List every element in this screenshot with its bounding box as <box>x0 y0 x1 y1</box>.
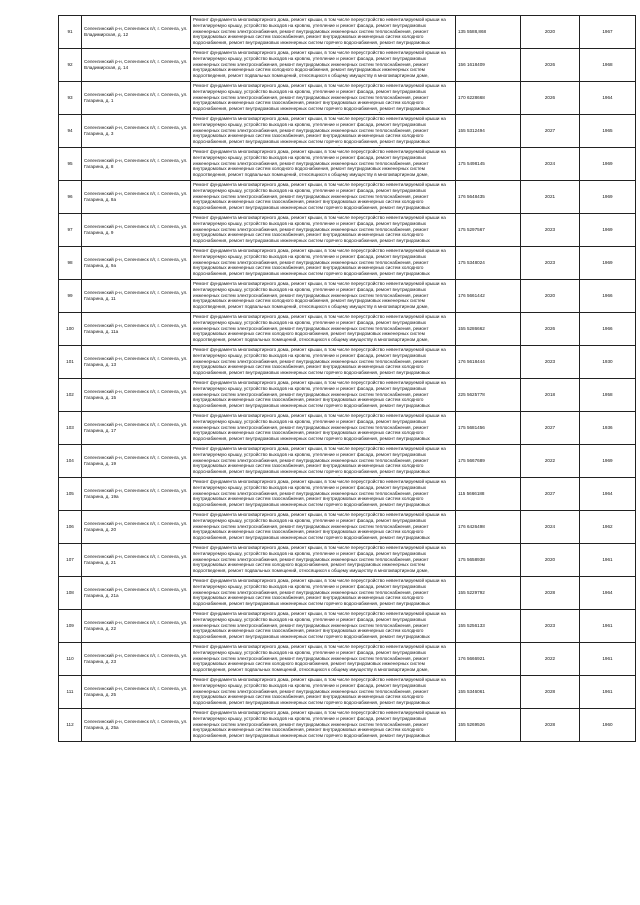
row-number-cell <box>59 643 82 676</box>
table-row <box>59 115 636 148</box>
house-address-cell <box>82 148 191 181</box>
work-list-cell <box>191 412 456 445</box>
build-year-cell <box>580 511 636 544</box>
repair-year: 2022 <box>544 458 556 464</box>
repair-year-cell <box>521 115 580 148</box>
work-list-cell <box>191 346 456 379</box>
table-row <box>59 379 636 412</box>
row-number-cell <box>59 379 82 412</box>
cost-value: 176 5618444 <box>458 359 485 365</box>
house-address-cell <box>82 49 191 82</box>
house-address: Селенгинский р-н, Селенгинск п/г, г. Селенга, ул. Гагарина, д. 21 <box>84 554 188 565</box>
build-year-cell <box>580 115 636 148</box>
repair-year-cell <box>521 544 580 577</box>
table-row <box>59 280 636 313</box>
house-address-cell <box>82 115 191 148</box>
work-list-cell <box>191 280 456 313</box>
work-list: Ремонт фундамента многоквартирного дома, ремонт крыши, в том числе переустройство невентилируемой крыши на вентилируемую крышу, устройство выходов на кровлю, утепление и ремонт фасада, ремонт внутридомовых инженерных систем электроснабжения, ремонт внутридомовых инженерных систем теплоснабжения, ремонт внутридомовых инженерных систем холодного водоснабжения, ремонт внутридомовых инженерных систем водоотведения, ремонт подвальных помещений, относящихся к общему имуществу в многоквартирном доме, <box>193 281 446 310</box>
cost-value-cell <box>456 16 521 49</box>
cost-value: 156 1618409 <box>458 62 485 68</box>
house-address-cell <box>82 181 191 214</box>
cost-value-cell <box>456 676 521 709</box>
build-year-cell <box>580 247 636 280</box>
cost-value-cell <box>456 148 521 181</box>
work-list-cell <box>191 313 456 346</box>
work-list: Ремонт фундамента многоквартирного дома, ремонт крыши, в том числе переустройство невентилируемой крыши на вентилируемую крышу, устройство выходов на кровлю, утепление и ремонт фасада, ремонт внутридомовых инженерных систем электроснабжения, ремонт внутридомовых инженерных систем теплоснабжения, ремонт внутридомовых инженерных систем газоснабжения, ремонт внутридомовых инженерных систем холодного водоснабжения, ремонт внутридомовых инженерных систем горячего водоснабжения, ремонт внутридомовых <box>193 512 446 541</box>
build-year: 1969 <box>602 161 613 167</box>
repair-year-cell <box>521 313 580 346</box>
house-address: Селенгинский р-н, Селенгинск п/г, г. Селенга, ул. Гагарина, д. 1 <box>84 92 188 103</box>
work-list-cell <box>191 577 456 610</box>
repair-year-cell <box>521 610 580 643</box>
row-number-cell <box>59 214 82 247</box>
row-number-cell <box>59 313 82 346</box>
repair-year: 2018 <box>544 392 556 398</box>
work-list-cell <box>191 610 456 643</box>
cost-value-cell <box>456 544 521 577</box>
table-row <box>59 544 636 577</box>
build-year: 1965 <box>602 128 613 134</box>
build-year-cell <box>580 148 636 181</box>
house-address: Селенгинский р-н, Селенгинск п/г, г. Селенга, ул. Гагарина, д. 8а <box>84 191 188 202</box>
build-year: 1962 <box>602 524 613 530</box>
work-list: Ремонт фундамента многоквартирного дома, ремонт крыши, в том числе переустройство невентилируемой крыши на вентилируемую крышу, устройство выходов на кровлю, утепление и ремонт фасада, ремонт внутридомовых инженерных систем электроснабжения, ремонт внутридомовых инженерных систем теплоснабжения, ремонт внутридомовых инженерных систем газоснабжения, ремонт внутридомовых инженерных систем холодного водоснабжения, ремонт внутридомовых инженерных систем горячего водоснабжения, ремонт внутридомовых <box>193 248 446 277</box>
cost-value: 175 5681456 <box>458 425 485 431</box>
build-year-cell <box>580 577 636 610</box>
cost-value: 175 5658938 <box>458 557 485 563</box>
repair-year-cell <box>521 16 580 49</box>
build-year: 1968 <box>602 62 613 68</box>
build-year-cell <box>580 643 636 676</box>
table-row <box>59 445 636 478</box>
work-list: Ремонт фундамента многоквартирного дома, ремонт крыши, в том числе переустройство невентилируемой крыши на вентилируемую крышу, устройство выходов на кровлю, утепление и ремонт фасада, ремонт внутридомовых инженерных систем электроснабжения, ремонт внутридомовых инженерных систем теплоснабжения, ремонт внутридомовых инженерных систем газоснабжения, ремонт внутридомовых инженерных систем холодного водоснабжения, ремонт внутридомовых инженерных систем горячего водоснабжения, ремонт внутридомовых <box>193 710 446 739</box>
repair-year: 2026 <box>544 62 556 68</box>
cost-value: 155 5269526 <box>458 722 485 728</box>
row-number: 95 <box>67 161 73 167</box>
repair-year: 2024 <box>544 161 556 167</box>
cost-value-cell <box>456 280 521 313</box>
cost-value-cell <box>456 214 521 247</box>
repair-year-cell <box>521 49 580 82</box>
row-number: 96 <box>67 194 73 200</box>
repair-year-cell <box>521 82 580 115</box>
row-number: 99 <box>67 293 73 299</box>
cost-value: 176 5661442 <box>458 293 485 299</box>
repair-year: 2023 <box>544 227 556 233</box>
house-address: Селенгинский р-н, Селенгинск п/г, г. Селенга, ул. Гагарина, д. 3 <box>84 125 188 136</box>
row-number-cell <box>59 115 82 148</box>
work-list: Ремонт фундамента многоквартирного дома, ремонт крыши, в том числе переустройство невентилируемой крыши на вентилируемую крышу, устройство выходов на кровлю, утепление и ремонт фасада, ремонт внутридомовых инженерных систем электроснабжения, ремонт внутридомовых инженерных систем теплоснабжения, ремонт внутридомовых инженерных систем газоснабжения, ремонт внутридомовых инженерных систем холодного водоснабжения, ремонт внутридомовых инженерных систем горячего водоснабжения, ремонт внутридомовых <box>193 182 446 211</box>
cost-value: 155 5256133 <box>458 623 485 629</box>
house-address-cell <box>82 544 191 577</box>
table-row <box>59 643 636 676</box>
build-year-cell <box>580 709 636 742</box>
house-address-cell <box>82 280 191 313</box>
build-year: 1964 <box>602 491 613 497</box>
row-number: 111 <box>66 689 74 695</box>
repair-year-cell <box>521 577 580 610</box>
work-list: Ремонт фундамента многоквартирного дома, ремонт крыши, в том числе переустройство невентилируемой крыши на вентилируемую крышу, устройство выходов на кровлю, утепление и ремонт фасада, ремонт внутридомовых инженерных систем электроснабжения, ремонт внутридомовых инженерных систем теплоснабжения, ремонт внутридомовых инженерных систем холодного водоснабжения, ремонт внутридомовых инженерных систем водоотведения, ремонт подвальных помещений, относящихся к общему имуществу в многоквартирном доме, <box>193 314 446 343</box>
repair-year: 2027 <box>544 425 556 431</box>
cost-value: 155 5229792 <box>458 590 485 596</box>
cost-value-cell <box>456 478 521 511</box>
row-number: 107 <box>66 557 74 563</box>
cost-value-cell <box>456 49 521 82</box>
row-number: 112 <box>66 722 74 728</box>
repair-year: 2028 <box>544 590 556 596</box>
house-address: Селенгинский р-н, Селенгинск п/г, г. Селенга, ул. Гагарина, д. 13 <box>84 356 188 367</box>
repair-year: 2028 <box>544 689 556 695</box>
cost-value-cell <box>456 346 521 379</box>
cost-value-cell <box>456 313 521 346</box>
build-year-cell <box>580 313 636 346</box>
repair-year-cell <box>521 148 580 181</box>
work-list: Ремонт фундамента многоквартирного дома, ремонт крыши, в том числе переустройство невентилируемой крыши на вентилируемую крышу, устройство выходов на кровлю, утепление и ремонт фасада, ремонт внутридомовых инженерных систем электроснабжения, ремонт внутридомовых инженерных систем теплоснабжения, ремонт внутридомовых инженерных систем газоснабжения, ремонт внутридомовых инженерных систем холодного водоснабжения, ремонт внутридомовых инженерных систем горячего водоснабжения, ремонт внутридомовых <box>193 413 446 442</box>
row-number: 101 <box>66 359 74 365</box>
cost-value-cell <box>456 511 521 544</box>
row-number-cell <box>59 181 82 214</box>
cost-value: 170 6228668 <box>458 95 485 101</box>
cost-value-cell <box>456 610 521 643</box>
row-number-cell <box>59 247 82 280</box>
table-row <box>59 148 636 181</box>
row-number-cell <box>59 577 82 610</box>
table-row <box>59 709 636 742</box>
table-row <box>59 313 636 346</box>
repair-year: 2026 <box>544 95 556 101</box>
house-address: Селенгинский р-н, Селенгинск п/г, г. Селенга, ул. Гагарина, д. 11 <box>84 290 188 301</box>
house-address: Селенгинский р-н, Селенгинск п/г, г. Селенга, ул. Гагарина, д. 25 <box>84 686 188 697</box>
build-year-cell <box>580 346 636 379</box>
work-list-cell <box>191 148 456 181</box>
repair-year-cell <box>521 676 580 709</box>
work-list-cell <box>191 181 456 214</box>
cost-value: 225 5625778 <box>458 392 485 398</box>
row-number: 93 <box>67 95 73 101</box>
table-row <box>59 16 636 49</box>
row-number-cell <box>59 445 82 478</box>
row-number-cell <box>59 610 82 643</box>
house-address-cell <box>82 478 191 511</box>
repair-year: 2027 <box>544 491 556 497</box>
build-year-cell <box>580 214 636 247</box>
work-list-cell <box>191 445 456 478</box>
repair-year: 2024 <box>544 524 556 530</box>
house-address-cell <box>82 676 191 709</box>
table-row <box>59 346 636 379</box>
row-number: 92 <box>67 62 73 68</box>
work-list-cell <box>191 379 456 412</box>
house-address-cell <box>82 709 191 742</box>
house-address: Селенгинский р-н, Селенгинск п/г, г. Селенга, ул. Гагарина, д. 23 <box>84 653 188 664</box>
repair-year-cell <box>521 346 580 379</box>
cost-value-cell <box>456 247 521 280</box>
row-number: 98 <box>67 260 73 266</box>
work-list-cell <box>191 16 456 49</box>
program-table-page <box>58 15 631 742</box>
build-year-cell <box>580 82 636 115</box>
repair-year-cell <box>521 511 580 544</box>
repair-year-cell <box>521 214 580 247</box>
row-number: 105 <box>66 491 74 497</box>
work-list: Ремонт фундамента многоквартирного дома, ремонт крыши, в том числе переустройство невентилируемой крыши на вентилируемую крышу, устройство выходов на кровлю, утепление и ремонт фасада, ремонт внутридомовых инженерных систем электроснабжения, ремонт внутридомовых инженерных систем теплоснабжения, ремонт внутридомовых инженерных систем газоснабжения, ремонт внутридомовых инженерных систем холодного водоснабжения, ремонт внутридомовых инженерных систем горячего водоснабжения, ремонт внутридомовых <box>193 215 446 244</box>
build-year-cell <box>580 16 636 49</box>
table-row <box>59 676 636 709</box>
house-address: Селенгинский р-н, Селенгинск п/г, г. Селенга, ул. Владимирская, д. 14 <box>84 59 188 70</box>
repair-year-cell <box>521 412 580 445</box>
table-row <box>59 49 636 82</box>
row-number: 108 <box>66 590 74 596</box>
table-row <box>59 181 636 214</box>
repair-year: 2027 <box>544 128 556 134</box>
row-number: 100 <box>66 326 74 332</box>
work-list-cell <box>191 511 456 544</box>
build-year-cell <box>580 181 636 214</box>
build-year: 1964 <box>602 590 613 596</box>
repair-year: 2023 <box>544 623 556 629</box>
work-list-cell <box>191 643 456 676</box>
repair-year-cell <box>521 445 580 478</box>
repair-year: 2026 <box>544 326 556 332</box>
cost-value-cell <box>456 643 521 676</box>
house-address-cell <box>82 247 191 280</box>
house-address: Селенгинский р-н, Селенгинск п/г, г. Селенга, ул. Гагарина, д. 19 <box>84 455 188 466</box>
cost-value: 135 5588,868 <box>458 29 487 35</box>
house-address: Селенгинский р-н, Селенгинск п/г, г. Селенга, ул. Гагарина, д. 20 <box>84 521 188 532</box>
row-number: 103 <box>66 425 74 431</box>
repair-year: 2028 <box>544 722 556 728</box>
cost-value: 176 5666921 <box>458 656 485 662</box>
cost-value-cell <box>456 445 521 478</box>
row-number: 102 <box>66 392 74 398</box>
house-address: Селенгинский р-н, Селенгинск п/г, г. Селенга, ул. Гагарина, д. 15 <box>84 389 188 400</box>
repair-year: 2020 <box>544 293 556 299</box>
work-list-cell <box>191 115 456 148</box>
cost-value-cell <box>456 181 521 214</box>
build-year: 1936 <box>602 425 613 431</box>
work-list: Ремонт фундамента многоквартирного дома, ремонт крыши, в том числе переустройство невентилируемой крыши на вентилируемую крышу, устройство выходов на кровлю, утепление и ремонт фасада, ремонт внутридомовых инженерных систем электроснабжения, ремонт внутридомовых инженерных систем теплоснабжения, ремонт внутридомовых инженерных систем холодного водоснабжения, ремонт внутридомовых инженерных систем водоотведения, ремонт подвальных помещений, относящихся к общему имуществу в многоквартирном доме, <box>193 149 446 178</box>
row-number-cell <box>59 346 82 379</box>
build-year-cell <box>580 676 636 709</box>
build-year-cell <box>580 280 636 313</box>
table-row <box>59 478 636 511</box>
table-row <box>59 511 636 544</box>
build-year: 1966 <box>602 293 613 299</box>
repair-year: 2020 <box>544 29 556 35</box>
build-year: 1930 <box>602 359 613 365</box>
cost-value-cell <box>456 379 521 412</box>
row-number: 106 <box>66 524 74 530</box>
row-number: 91 <box>67 29 73 35</box>
cost-value-cell <box>456 709 521 742</box>
work-list: Ремонт фундамента многоквартирного дома, ремонт крыши, в том числе переустройство невентилируемой крыши на вентилируемую крышу, устройство выходов на кровлю, утепление и ремонт фасада, ремонт внутридомовых инженерных систем электроснабжения, ремонт внутридомовых инженерных систем теплоснабжения, ремонт внутридомовых инженерных систем холодного водоснабжения, ремонт внутридомовых инженерных систем водоотведения, ремонт подвальных помещений, относящихся к общему имуществу в многоквартирном доме, <box>193 50 446 79</box>
build-year: 1961 <box>602 623 613 629</box>
table-row <box>59 412 636 445</box>
row-number: 104 <box>66 458 74 464</box>
house-address-cell <box>82 643 191 676</box>
repair-year-cell <box>521 247 580 280</box>
house-address-cell <box>82 214 191 247</box>
build-year-cell <box>580 49 636 82</box>
row-number-cell <box>59 148 82 181</box>
house-address: Селенгинский р-н, Селенгинск п/г, г. Селенга, ул. Гагарина, д. 17 <box>84 422 188 433</box>
work-list: Ремонт фундамента многоквартирного дома, ремонт крыши, в том числе переустройство невентилируемой крыши на вентилируемую крышу, устройство выходов на кровлю, утепление и ремонт фасада, ремонт внутридомовых инженерных систем электроснабжения, ремонт внутридомовых инженерных систем теплоснабжения, ремонт внутридомовых инженерных систем газоснабжения, ремонт внутридомовых инженерных систем холодного водоснабжения, ремонт внутридомовых инженерных систем горячего водоснабжения, ремонт внутридомовых <box>193 116 446 145</box>
build-year: 1961 <box>602 689 613 695</box>
row-number-cell <box>59 478 82 511</box>
house-address-cell <box>82 82 191 115</box>
build-year: 1960 <box>602 722 613 728</box>
build-year: 1966 <box>602 326 613 332</box>
work-list: Ремонт фундамента многоквартирного дома, ремонт крыши, в том числе переустройство невентилируемой крыши на вентилируемую крышу, устройство выходов на кровлю, утепление и ремонт фасада, ремонт внутридомовых инженерных систем электроснабжения, ремонт внутридомовых инженерных систем теплоснабжения, ремонт внутридомовых инженерных систем газоснабжения, ремонт внутридомовых инженерных систем холодного водоснабжения, ремонт внутридомовых инженерных систем горячего водоснабжения, ремонт внутридомовых <box>193 446 446 475</box>
house-address-cell <box>82 313 191 346</box>
build-year: 1969 <box>602 227 613 233</box>
repair-year-cell <box>521 280 580 313</box>
house-address: Селенгинский р-н, Селенгинск п/г, г. Селенга, ул. Гагарина, д. 19а <box>84 488 188 499</box>
build-year: 1958 <box>602 392 613 398</box>
row-number: 94 <box>67 128 73 134</box>
row-number-cell <box>59 82 82 115</box>
build-year: 1961 <box>602 656 613 662</box>
work-list: Ремонт фундамента многоквартирного дома, ремонт крыши, в том числе переустройство невентилируемой крыши на вентилируемую крышу, устройство выходов на кровлю, утепление и ремонт фасада, ремонт внутридомовых инженерных систем электроснабжения, ремонт внутридомовых инженерных систем теплоснабжения, ремонт внутридомовых инженерных систем холодного водоснабжения, ремонт внутридомовых инженерных систем водоотведения, ремонт подвальных помещений, относящихся к общему имуществу в многоквартирном доме, <box>193 644 446 673</box>
row-number-cell <box>59 709 82 742</box>
house-address-cell <box>82 16 191 49</box>
build-year-cell <box>580 544 636 577</box>
house-address: Селенгинский р-н, Селенгинск п/г, г. Селенга, ул. Владимирская, д. 12 <box>84 26 188 37</box>
cost-value: 155 5286662 <box>458 326 485 332</box>
cost-value-cell <box>456 577 521 610</box>
table-row <box>59 610 636 643</box>
house-address: Селенгинский р-н, Селенгинск п/г, г. Селенга, ул. Гагарина, д. 9 <box>84 224 188 235</box>
cost-value-cell <box>456 115 521 148</box>
cost-value: 175 5498145 <box>458 161 485 167</box>
build-year: 1964 <box>602 95 613 101</box>
work-list-cell <box>191 478 456 511</box>
build-year: 1967 <box>602 29 613 35</box>
row-number-cell <box>59 676 82 709</box>
house-address: Селенгинский р-н, Селенгинск п/г, г. Селенга, ул. Гагарина, д. 22 <box>84 620 188 631</box>
work-list: Ремонт фундамента многоквартирного дома, ремонт крыши, в том числе переустройство невентилируемой крыши на вентилируемую крышу, устройство выходов на кровлю, утепление и ремонт фасада, ремонт внутридомовых инженерных систем электроснабжения, ремонт внутридомовых инженерных систем теплоснабжения, ремонт внутридомовых инженерных систем газоснабжения, ремонт внутридомовых инженерных систем холодного водоснабжения, ремонт внутридомовых инженерных систем горячего водоснабжения, ремонт внутридомовых <box>193 578 446 607</box>
cost-value: 176 5648435 <box>458 194 485 200</box>
repair-year-cell <box>521 181 580 214</box>
row-number-cell <box>59 280 82 313</box>
work-list-cell <box>191 49 456 82</box>
work-list-cell <box>191 544 456 577</box>
house-address-cell <box>82 577 191 610</box>
row-number-cell <box>59 412 82 445</box>
work-list: Ремонт фундамента многоквартирного дома, ремонт крыши, в том числе переустройство невентилируемой крыши на вентилируемую крышу, устройство выходов на кровлю, утепление и ремонт фасада, ремонт внутридомовых инженерных систем электроснабжения, ремонт внутридомовых инженерных систем теплоснабжения, ремонт внутридомовых инженерных систем газоснабжения, ремонт внутридомовых инженерных систем холодного водоснабжения, ремонт внутридомовых инженерных систем горячего водоснабжения, ремонт внутридомовых <box>193 479 446 508</box>
build-year: 1969 <box>602 260 613 266</box>
build-year-cell <box>580 379 636 412</box>
repair-year-cell <box>521 478 580 511</box>
work-list-cell <box>191 247 456 280</box>
table-body <box>59 16 636 742</box>
house-address: Селенгинский р-н, Селенгинск п/г, г. Селенга, ул. Гагарина, д. 9а <box>84 257 188 268</box>
table-row <box>59 577 636 610</box>
work-list: Ремонт фундамента многоквартирного дома, ремонт крыши, в том числе переустройство невентилируемой крыши на вентилируемую крышу, устройство выходов на кровлю, утепление и ремонт фасада, ремонт внутридомовых инженерных систем электроснабжения, ремонт внутридомовых инженерных систем теплоснабжения, ремонт внутридомовых инженерных систем газоснабжения, ремонт внутридомовых инженерных систем холодного водоснабжения, ремонт внутридомовых инженерных систем горячего водоснабжения, ремонт внутридомовых <box>193 83 446 112</box>
repair-year: 2020 <box>544 557 556 563</box>
work-list: Ремонт фундамента многоквартирного дома, ремонт крыши, в том числе переустройство невентилируемой крыши на вентилируемую крышу, устройство выходов на кровлю, утепление и ремонт фасада, ремонт внутридомовых инженерных систем электроснабжения, ремонт внутридомовых инженерных систем теплоснабжения, ремонт внутридомовых инженерных систем холодного водоснабжения, ремонт внутридомовых инженерных систем водоотведения, ремонт подвальных помещений, относящихся к общему имуществу в многоквартирном доме, <box>193 545 446 574</box>
row-number: 110 <box>66 656 74 662</box>
work-list-cell <box>191 82 456 115</box>
house-address-cell <box>82 445 191 478</box>
house-address: Селенгинский р-н, Селенгинск п/г, г. Селенга, ул. Гагарина, д. 11а <box>84 323 188 334</box>
cost-value: 175 5297567 <box>458 227 485 233</box>
build-year-cell <box>580 478 636 511</box>
repair-year-cell <box>521 709 580 742</box>
cost-value: 155 5346061 <box>458 689 485 695</box>
house-address: Селенгинский р-н, Селенгинск п/г, г. Селенга, ул. Гагарина, д. 21а <box>84 587 188 598</box>
repair-year: 2023 <box>544 260 556 266</box>
work-list: Ремонт фундамента многоквартирного дома, ремонт крыши, в том числе переустройство невентилируемой крыши на вентилируемую крышу, устройство выходов на кровлю, утепление и ремонт фасада, ремонт внутридомовых инженерных систем электроснабжения, ремонт внутридомовых инженерных систем теплоснабжения, ремонт внутридомовых инженерных систем газоснабжения, ремонт внутридомовых инженерных систем холодного водоснабжения, ремонт внутридомовых инженерных систем горячего водоснабжения, ремонт внутридомовых <box>193 17 446 46</box>
row-number-cell <box>59 49 82 82</box>
build-year-cell <box>580 412 636 445</box>
cost-value: 175 5667689 <box>458 458 485 464</box>
table-row <box>59 247 636 280</box>
house-address-cell <box>82 511 191 544</box>
build-year-cell <box>580 445 636 478</box>
build-year: 1969 <box>602 194 613 200</box>
work-list-cell <box>191 214 456 247</box>
repair-year: 2022 <box>544 656 556 662</box>
cost-value-cell <box>456 82 521 115</box>
repair-year-cell <box>521 379 580 412</box>
house-address: Селенгинский р-н, Селенгинск п/г, г. Селенга, ул. Гагарина, д. 8 <box>84 158 188 169</box>
capital-repair-table <box>58 15 636 742</box>
work-list-cell <box>191 676 456 709</box>
repair-year-cell <box>521 643 580 676</box>
cost-value: 175 5348024 <box>458 260 485 266</box>
house-address: Селенгинский р-н, Селенгинск п/г, г. Селенга, ул. Гагарина, д. 25а <box>84 719 188 730</box>
table-row <box>59 214 636 247</box>
row-number: 109 <box>66 623 74 629</box>
cost-value: 176 6426498 <box>458 524 485 530</box>
table-row <box>59 82 636 115</box>
work-list: Ремонт фундамента многоквартирного дома, ремонт крыши, в том числе переустройство невентилируемой крыши на вентилируемую крышу, устройство выходов на кровлю, утепление и ремонт фасада, ремонт внутридомовых инженерных систем электроснабжения, ремонт внутридомовых инженерных систем теплоснабжения, ремонт внутридомовых инженерных систем газоснабжения, ремонт внутридомовых инженерных систем холодного водоснабжения, ремонт внутридомовых инженерных систем горячего водоснабжения, ремонт внутридомовых <box>193 380 446 409</box>
work-list: Ремонт фундамента многоквартирного дома, ремонт крыши, в том числе переустройство невентилируемой крыши на вентилируемую крышу, устройство выходов на кровлю, утепление и ремонт фасада, ремонт внутридомовых инженерных систем электроснабжения, ремонт внутридомовых инженерных систем теплоснабжения, ремонт внутридомовых инженерных систем газоснабжения, ремонт внутридомовых инженерных систем холодного водоснабжения, ремонт внутридомовых инженерных систем горячего водоснабжения, ремонт внутридомовых <box>193 347 446 376</box>
repair-year: 2021 <box>544 194 556 200</box>
work-list: Ремонт фундамента многоквартирного дома, ремонт крыши, в том числе переустройство невентилируемой крыши на вентилируемую крышу, устройство выходов на кровлю, утепление и ремонт фасада, ремонт внутридомовых инженерных систем электроснабжения, ремонт внутридомовых инженерных систем теплоснабжения, ремонт внутридомовых инженерных систем газоснабжения, ремонт внутридомовых инженерных систем холодного водоснабжения, ремонт внутридомовых инженерных систем горячего водоснабжения, ремонт внутридомовых <box>193 677 446 706</box>
row-number: 97 <box>67 227 73 233</box>
work-list-cell <box>191 709 456 742</box>
house-address-cell <box>82 379 191 412</box>
house-address-cell <box>82 346 191 379</box>
repair-year: 2023 <box>544 359 556 365</box>
house-address-cell <box>82 412 191 445</box>
row-number-cell <box>59 544 82 577</box>
work-list: Ремонт фундамента многоквартирного дома, ремонт крыши, в том числе переустройство невентилируемой крыши на вентилируемую крышу, устройство выходов на кровлю, утепление и ремонт фасада, ремонт внутридомовых инженерных систем электроснабжения, ремонт внутридомовых инженерных систем теплоснабжения, ремонт внутридомовых инженерных систем газоснабжения, ремонт внутридомовых инженерных систем холодного водоснабжения, ремонт внутридомовых инженерных систем горячего водоснабжения, ремонт внутридомовых <box>193 611 446 640</box>
build-year: 1961 <box>602 557 613 563</box>
cost-value-cell <box>456 412 521 445</box>
cost-value: 115 5666188 <box>458 491 485 497</box>
house-address-cell <box>82 610 191 643</box>
build-year: 1969 <box>602 458 613 464</box>
cost-value: 155 5312494 <box>458 128 485 134</box>
build-year-cell <box>580 610 636 643</box>
row-number-cell <box>59 511 82 544</box>
row-number-cell <box>59 16 82 49</box>
